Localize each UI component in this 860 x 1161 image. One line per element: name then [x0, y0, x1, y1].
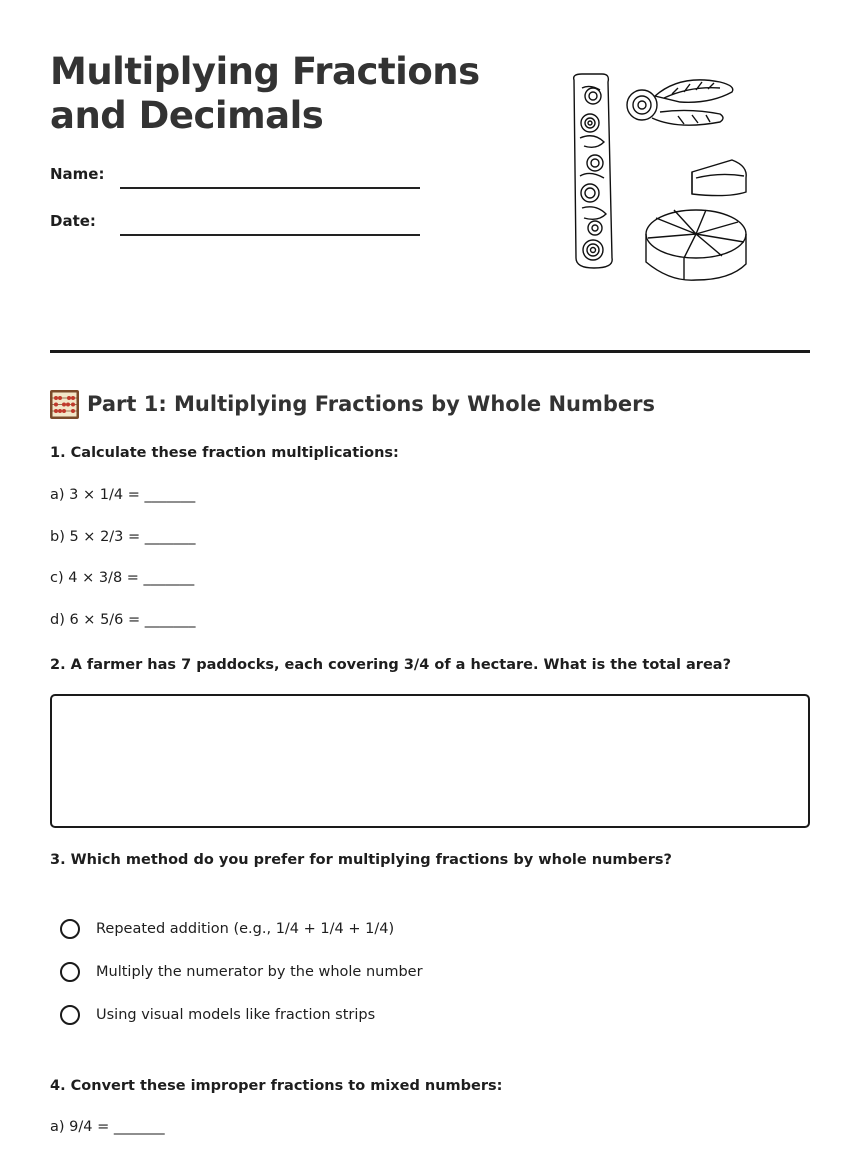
name-label: Name:	[50, 165, 105, 183]
radio-button[interactable]	[60, 962, 80, 982]
question-1-prompt: 1. Calculate these fraction multiplications:	[50, 445, 399, 461]
date-field[interactable]	[120, 234, 420, 236]
radio-button[interactable]	[60, 1005, 80, 1025]
question-3-option-3-label: Using visual models like fraction strips	[96, 1007, 376, 1023]
fraction-pie-icon	[646, 210, 746, 280]
carved-pillar-icon	[574, 74, 613, 268]
worksheet-title	[50, 50, 510, 138]
name-field[interactable]	[120, 187, 420, 189]
question-3-prompt: 3. Which method do you prefer for multiplying fractions by whole numbers?	[50, 852, 672, 868]
question-3-option-2-label: Multiply the numerator by the whole number	[96, 964, 423, 980]
question-1c: c) 4 × 3/8 = _______	[50, 570, 195, 586]
abacus-icon	[50, 390, 79, 419]
question-2-answer-box[interactable]	[50, 694, 810, 828]
part1-heading	[50, 388, 655, 420]
question-1a: a) 3 × 1/4 = _______	[50, 487, 196, 503]
date-label: Date:	[50, 212, 96, 230]
question-2-prompt: 2. A farmer has 7 paddocks, each covering 3/4 of a hectare. What is the total area?	[50, 657, 731, 673]
question-3-option-3[interactable]	[60, 1002, 375, 1028]
fern-motif-icon	[627, 80, 733, 125]
question-4a: a) 9/4 = _______	[50, 1119, 165, 1135]
question-3-option-2[interactable]	[60, 959, 423, 985]
title-line-2: and Decimals	[50, 94, 324, 137]
pie-slice-icon	[692, 160, 746, 196]
part1-heading-text: Part 1: Multiplying Fractions by Whole Numbers	[87, 392, 655, 416]
title-line-1: Multiplying Fractions	[50, 50, 480, 93]
section-divider	[50, 350, 810, 353]
question-1d: d) 6 × 5/6 = _______	[50, 612, 196, 628]
header-illustration	[560, 68, 760, 292]
question-1b: b) 5 × 2/3 = _______	[50, 529, 196, 545]
radio-button[interactable]	[60, 919, 80, 939]
question-4-prompt: 4. Convert these improper fractions to mixed numbers:	[50, 1078, 503, 1094]
question-3-option-1-label: Repeated addition (e.g., 1/4 + 1/4 + 1/4)	[96, 921, 395, 937]
question-3-option-1[interactable]	[60, 916, 394, 942]
